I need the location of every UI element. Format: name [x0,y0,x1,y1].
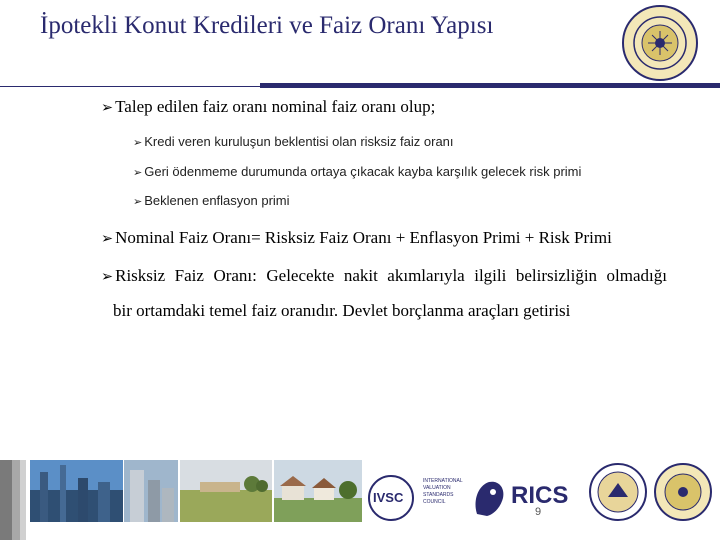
title-divider [0,83,720,90]
rics-label: RICS [511,482,569,509]
ivsc-text: INTERNATIONAL VALUATION STANDARDS COUNCIL [423,478,463,505]
sub-bullet: ➢ Beklenen enflasyon primi [133,193,290,208]
houses-photo [274,460,362,522]
city-skyline-photo [30,460,123,522]
university-badge-icon [654,463,712,521]
bullet-1: ➢ Talep edilen faiz oranı nominal faiz oranı olup; [101,97,436,116]
university-seal-icon [622,5,698,81]
buildings-photo [124,460,178,522]
sub-bullet: ➢ Geri ödenmeme durumunda ortaya çıkacak kayba karşılık gelecek risk primi [133,164,582,179]
bullet-arrow-icon: ➢ [133,166,143,179]
bullet-arrow-icon: ➢ [101,269,114,285]
bullet-3-line-2: bir ortamdaki temel faiz oranıdır. Devlet borçlanma araçları getirisi [113,301,571,320]
page-title: İpotekli Konut Kredileri ve Faiz Oranı Yapısı [40,12,494,39]
landscape-photo [180,460,272,522]
bullet-2: ➢ Nominal Faiz Oranı= Risksiz Faiz Oranı + Enflasyon Primi + Risk Primi [101,228,612,247]
bullet-arrow-icon: ➢ [101,231,114,247]
bullet-arrow-icon: ➢ [133,136,143,149]
ivsc-label: IVSC [373,490,404,505]
valuation-badge-icon [589,463,647,521]
bullet-3-line-1: ➢ Risksiz Faiz Oranı: Gelecekte nakit akımlarıyla ilgili belirsizliğin olmadığı [101,266,667,285]
rics-lion-icon [469,474,509,520]
page-number: 9 [535,506,542,518]
bullet-arrow-icon: ➢ [101,100,114,116]
bullet-arrow-icon: ➢ [133,195,143,208]
sub-bullet: ➢ Kredi veren kuruluşun beklentisi olan risksiz faiz oranı [133,134,454,149]
